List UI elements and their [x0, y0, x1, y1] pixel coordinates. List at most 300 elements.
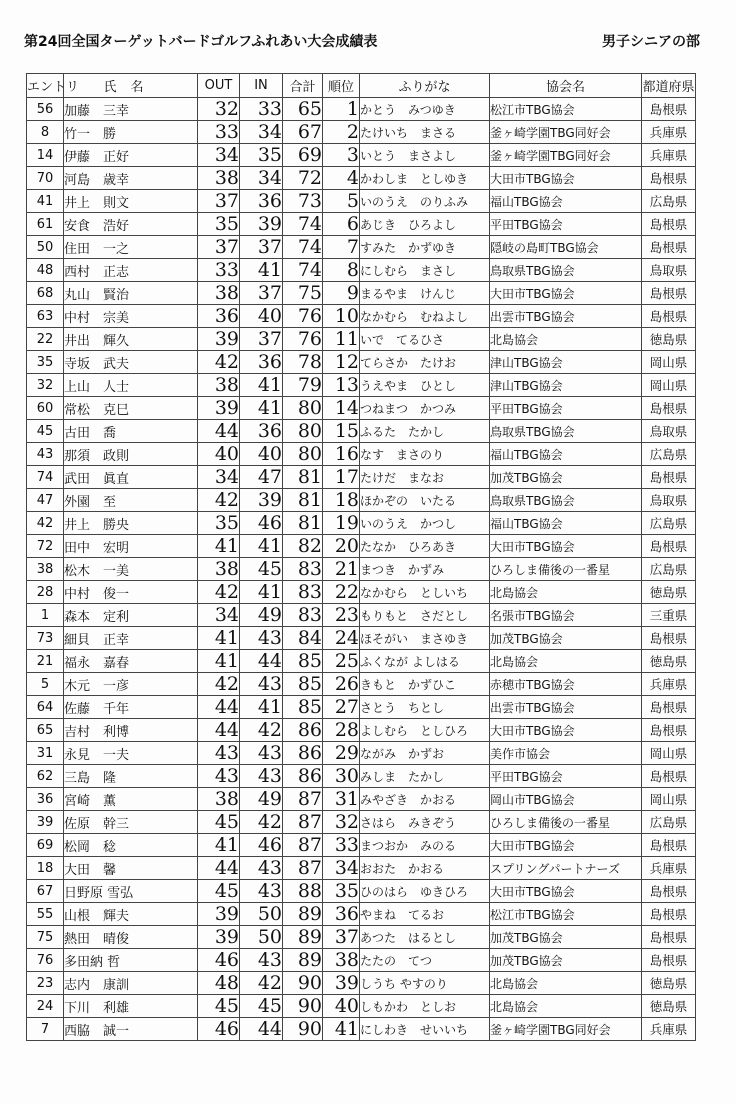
rank-cell: 11 — [323, 328, 360, 351]
rank-cell: 14 — [323, 397, 360, 420]
entry-cell: 36 — [27, 788, 64, 811]
out-score-cell: 43 — [198, 742, 240, 765]
in-score-cell: 41 — [240, 397, 283, 420]
col-header-total: 合計 — [283, 74, 323, 98]
association-cell: 大田市TBG協会 — [490, 282, 642, 305]
total-score-cell: 73 — [283, 190, 323, 213]
prefecture-cell: 島根県 — [642, 213, 696, 236]
table-row — [27, 1018, 696, 1041]
prefecture-cell: 徳島県 — [642, 581, 696, 604]
out-score-cell: 39 — [198, 328, 240, 351]
col-header-furigana: ふりがな — [360, 74, 490, 98]
prefecture-cell: 島根県 — [642, 834, 696, 857]
prefecture-cell: 鳥取県 — [642, 420, 696, 443]
furigana-cell: かわしま としゆき — [360, 167, 490, 190]
furigana-cell: いのうえ かつし — [360, 512, 490, 535]
total-score-cell: 80 — [283, 443, 323, 466]
prefecture-cell: 岡山県 — [642, 374, 696, 397]
furigana-cell: なかむら としいち — [360, 581, 490, 604]
prefecture-cell: 広島県 — [642, 443, 696, 466]
table-row — [27, 650, 696, 673]
total-score-cell: 89 — [283, 903, 323, 926]
entry-cell: 7 — [27, 1018, 64, 1041]
table-row — [27, 627, 696, 650]
total-score-cell: 87 — [283, 788, 323, 811]
association-cell: 加茂TBG協会 — [490, 627, 642, 650]
association-cell: 津山TBG協会 — [490, 374, 642, 397]
entry-cell: 45 — [27, 420, 64, 443]
furigana-cell: すみた かずゆき — [360, 236, 490, 259]
association-cell: 鳥取県TBG協会 — [490, 420, 642, 443]
furigana-cell: いのうえ のりふみ — [360, 190, 490, 213]
association-cell: 福山TBG協会 — [490, 443, 642, 466]
prefecture-cell: 広島県 — [642, 558, 696, 581]
out-score-cell: 45 — [198, 880, 240, 903]
furigana-cell: まつき かずみ — [360, 558, 490, 581]
out-score-cell: 33 — [198, 259, 240, 282]
out-score-cell: 41 — [198, 650, 240, 673]
furigana-cell: もりもと さだとし — [360, 604, 490, 627]
rank-cell: 26 — [323, 673, 360, 696]
prefecture-cell: 兵庫県 — [642, 121, 696, 144]
in-score-cell: 42 — [240, 972, 283, 995]
entry-cell: 5 — [27, 673, 64, 696]
furigana-cell: やまね てるお — [360, 903, 490, 926]
furigana-cell: いで てるひさ — [360, 328, 490, 351]
table-row — [27, 259, 696, 282]
prefecture-cell: 鳥取県 — [642, 259, 696, 282]
in-score-cell: 41 — [240, 259, 283, 282]
out-score-cell: 38 — [198, 282, 240, 305]
association-cell: 岡山市TBG協会 — [490, 788, 642, 811]
total-score-cell: 87 — [283, 834, 323, 857]
name-cell: 佐藤 千年 — [64, 696, 198, 719]
table-row — [27, 581, 696, 604]
out-score-cell: 38 — [198, 558, 240, 581]
table-row — [27, 788, 696, 811]
prefecture-cell: 島根県 — [642, 236, 696, 259]
entry-cell: 76 — [27, 949, 64, 972]
prefecture-cell: 島根県 — [642, 765, 696, 788]
furigana-cell: たけだ まなお — [360, 466, 490, 489]
in-score-cell: 37 — [240, 328, 283, 351]
total-score-cell: 74 — [283, 213, 323, 236]
rank-cell: 21 — [323, 558, 360, 581]
total-score-cell: 80 — [283, 420, 323, 443]
entry-cell: 55 — [27, 903, 64, 926]
rank-cell: 27 — [323, 696, 360, 719]
out-score-cell: 35 — [198, 213, 240, 236]
entry-cell: 35 — [27, 351, 64, 374]
out-score-cell: 41 — [198, 627, 240, 650]
rank-cell: 8 — [323, 259, 360, 282]
prefecture-cell: 島根県 — [642, 696, 696, 719]
furigana-cell: たなか ひろあき — [360, 535, 490, 558]
total-score-cell: 90 — [283, 972, 323, 995]
rank-cell: 41 — [323, 1018, 360, 1041]
entry-cell: 70 — [27, 167, 64, 190]
entry-cell: 28 — [27, 581, 64, 604]
table-row — [27, 305, 696, 328]
in-score-cell: 37 — [240, 282, 283, 305]
entry-cell: 64 — [27, 696, 64, 719]
total-score-cell: 86 — [283, 765, 323, 788]
rank-cell: 5 — [323, 190, 360, 213]
rank-cell: 22 — [323, 581, 360, 604]
table-row — [27, 949, 696, 972]
name-cell: 日野原 雪弘 — [64, 880, 198, 903]
association-cell: 北島協会 — [490, 972, 642, 995]
prefecture-cell: 徳島県 — [642, 328, 696, 351]
association-cell: 大田市TBG協会 — [490, 535, 642, 558]
total-score-cell: 83 — [283, 604, 323, 627]
association-cell: 北島協会 — [490, 328, 642, 351]
association-cell: 名張市TBG協会 — [490, 604, 642, 627]
out-score-cell: 46 — [198, 949, 240, 972]
association-cell: 隠岐の島町TBG協会 — [490, 236, 642, 259]
in-score-cell: 41 — [240, 581, 283, 604]
prefecture-cell: 島根県 — [642, 98, 696, 121]
out-score-cell: 44 — [198, 719, 240, 742]
association-cell: 松江市TBG協会 — [490, 98, 642, 121]
out-score-cell: 34 — [198, 144, 240, 167]
name-cell: 宮崎 薫 — [64, 788, 198, 811]
association-cell: 北島協会 — [490, 581, 642, 604]
table-row — [27, 351, 696, 374]
total-score-cell: 86 — [283, 719, 323, 742]
table-row — [27, 213, 696, 236]
in-score-cell: 39 — [240, 489, 283, 512]
association-cell: 平田TBG協会 — [490, 397, 642, 420]
association-cell: 平田TBG協会 — [490, 213, 642, 236]
name-cell: 松岡 稔 — [64, 834, 198, 857]
col-header-entry: エントリ — [27, 74, 64, 98]
total-score-cell: 83 — [283, 558, 323, 581]
association-cell: 加茂TBG協会 — [490, 926, 642, 949]
entry-cell: 65 — [27, 719, 64, 742]
association-cell: スプリングパートナーズ — [490, 857, 642, 880]
header-row — [27, 74, 696, 98]
entry-cell: 1 — [27, 604, 64, 627]
name-cell: 西村 正志 — [64, 259, 198, 282]
furigana-cell: しうち やすのり — [360, 972, 490, 995]
entry-cell: 42 — [27, 512, 64, 535]
rank-cell: 35 — [323, 880, 360, 903]
entry-cell: 8 — [27, 121, 64, 144]
rank-cell: 19 — [323, 512, 360, 535]
furigana-cell: たたの てつ — [360, 949, 490, 972]
prefecture-cell: 広島県 — [642, 512, 696, 535]
rank-cell: 10 — [323, 305, 360, 328]
out-score-cell: 48 — [198, 972, 240, 995]
rank-cell: 34 — [323, 857, 360, 880]
rank-cell: 17 — [323, 466, 360, 489]
prefecture-cell: 島根県 — [642, 397, 696, 420]
prefecture-cell: 島根県 — [642, 535, 696, 558]
entry-cell: 60 — [27, 397, 64, 420]
entry-cell: 73 — [27, 627, 64, 650]
name-cell: 下川 利雄 — [64, 995, 198, 1018]
out-score-cell: 42 — [198, 489, 240, 512]
total-score-cell: 76 — [283, 328, 323, 351]
out-score-cell: 33 — [198, 121, 240, 144]
association-cell: 大田市TBG協会 — [490, 834, 642, 857]
out-score-cell: 38 — [198, 167, 240, 190]
table-row — [27, 926, 696, 949]
association-cell: 鳥取県TBG協会 — [490, 489, 642, 512]
table-row — [27, 512, 696, 535]
in-score-cell: 46 — [240, 512, 283, 535]
name-cell: 佐原 幹三 — [64, 811, 198, 834]
entry-cell: 31 — [27, 742, 64, 765]
name-cell: 多田納 哲 — [64, 949, 198, 972]
entry-cell: 43 — [27, 443, 64, 466]
furigana-cell: まるやま けんじ — [360, 282, 490, 305]
page-title: 第24回全国ターゲットバードゴルフふれあい大会成績表 — [24, 34, 378, 50]
name-cell: 竹一 勝 — [64, 121, 198, 144]
name-cell: 森本 定利 — [64, 604, 198, 627]
furigana-cell: きもと かずひこ — [360, 673, 490, 696]
in-score-cell: 46 — [240, 834, 283, 857]
in-score-cell: 47 — [240, 466, 283, 489]
entry-cell: 39 — [27, 811, 64, 834]
in-score-cell: 43 — [240, 742, 283, 765]
out-score-cell: 35 — [198, 512, 240, 535]
furigana-cell: なす まさのり — [360, 443, 490, 466]
rank-cell: 9 — [323, 282, 360, 305]
association-cell: 福山TBG協会 — [490, 512, 642, 535]
table-row — [27, 190, 696, 213]
entry-cell: 50 — [27, 236, 64, 259]
prefecture-cell: 島根県 — [642, 880, 696, 903]
out-score-cell: 45 — [198, 995, 240, 1018]
total-score-cell: 79 — [283, 374, 323, 397]
rank-cell: 20 — [323, 535, 360, 558]
prefecture-cell: 鳥取県 — [642, 489, 696, 512]
in-score-cell: 44 — [240, 650, 283, 673]
total-score-cell: 85 — [283, 696, 323, 719]
entry-cell: 61 — [27, 213, 64, 236]
in-score-cell: 39 — [240, 213, 283, 236]
rank-cell: 36 — [323, 903, 360, 926]
in-score-cell: 33 — [240, 98, 283, 121]
name-cell: 松木 一美 — [64, 558, 198, 581]
rank-cell: 6 — [323, 213, 360, 236]
furigana-cell: おおた かおる — [360, 857, 490, 880]
total-score-cell: 83 — [283, 581, 323, 604]
furigana-cell: ふくなが よしはる — [360, 650, 490, 673]
name-cell: 細貝 正幸 — [64, 627, 198, 650]
association-cell: 加茂TBG協会 — [490, 466, 642, 489]
table-row — [27, 811, 696, 834]
prefecture-cell: 島根県 — [642, 167, 696, 190]
prefecture-cell: 島根県 — [642, 305, 696, 328]
table-row — [27, 558, 696, 581]
out-score-cell: 41 — [198, 834, 240, 857]
association-cell: 鳥取県TBG協会 — [490, 259, 642, 282]
total-score-cell: 74 — [283, 259, 323, 282]
furigana-cell: にしわき せいいち — [360, 1018, 490, 1041]
rank-cell: 3 — [323, 144, 360, 167]
entry-cell: 69 — [27, 834, 64, 857]
out-score-cell: 40 — [198, 443, 240, 466]
table-row — [27, 282, 696, 305]
rank-cell: 2 — [323, 121, 360, 144]
rank-cell: 13 — [323, 374, 360, 397]
table-row — [27, 742, 696, 765]
in-score-cell: 40 — [240, 305, 283, 328]
entry-cell: 56 — [27, 98, 64, 121]
table-row — [27, 719, 696, 742]
name-cell: 三島 隆 — [64, 765, 198, 788]
name-cell: 常松 克巳 — [64, 397, 198, 420]
table-row — [27, 98, 696, 121]
name-cell: 井出 輝久 — [64, 328, 198, 351]
association-cell: 松江市TBG協会 — [490, 903, 642, 926]
out-score-cell: 32 — [198, 98, 240, 121]
table-row — [27, 328, 696, 351]
out-score-cell: 38 — [198, 374, 240, 397]
table-row — [27, 857, 696, 880]
table-row — [27, 420, 696, 443]
table-row — [27, 604, 696, 627]
in-score-cell: 34 — [240, 167, 283, 190]
name-cell: 志内 康訓 — [64, 972, 198, 995]
entry-cell: 47 — [27, 489, 64, 512]
entry-cell: 68 — [27, 282, 64, 305]
rank-cell: 28 — [323, 719, 360, 742]
division-label: 男子シニアの部 — [602, 34, 700, 50]
furigana-cell: ほかぞの いたる — [360, 489, 490, 512]
col-header-association: 協会名 — [490, 74, 642, 98]
total-score-cell: 84 — [283, 627, 323, 650]
table-row — [27, 443, 696, 466]
rank-cell: 32 — [323, 811, 360, 834]
results-body — [27, 98, 696, 1041]
name-cell: 古田 喬 — [64, 420, 198, 443]
total-score-cell: 87 — [283, 857, 323, 880]
furigana-cell: ふるた たかし — [360, 420, 490, 443]
total-score-cell: 81 — [283, 489, 323, 512]
table-row — [27, 834, 696, 857]
association-cell: 赤穂市TBG協会 — [490, 673, 642, 696]
name-cell: 中村 俊一 — [64, 581, 198, 604]
association-cell: 釜ヶ崎学園TBG同好会 — [490, 1018, 642, 1041]
out-score-cell: 38 — [198, 788, 240, 811]
in-score-cell: 36 — [240, 420, 283, 443]
rank-cell: 4 — [323, 167, 360, 190]
table-row — [27, 397, 696, 420]
table-row — [27, 696, 696, 719]
furigana-cell: まつおか みのる — [360, 834, 490, 857]
entry-cell: 18 — [27, 857, 64, 880]
prefecture-cell: 兵庫県 — [642, 673, 696, 696]
total-score-cell: 82 — [283, 535, 323, 558]
out-score-cell: 42 — [198, 581, 240, 604]
table-row — [27, 995, 696, 1018]
name-cell: 上山 人士 — [64, 374, 198, 397]
total-score-cell: 67 — [283, 121, 323, 144]
name-cell: 西脇 誠一 — [64, 1018, 198, 1041]
total-score-cell: 81 — [283, 512, 323, 535]
furigana-cell: たけいち まさる — [360, 121, 490, 144]
entry-cell: 38 — [27, 558, 64, 581]
in-score-cell: 36 — [240, 351, 283, 374]
results-table — [26, 73, 696, 1041]
rank-cell: 15 — [323, 420, 360, 443]
out-score-cell: 39 — [198, 903, 240, 926]
name-cell: 武田 眞直 — [64, 466, 198, 489]
in-score-cell: 43 — [240, 857, 283, 880]
out-score-cell: 34 — [198, 604, 240, 627]
prefecture-cell: 島根県 — [642, 903, 696, 926]
name-cell: 福永 嘉春 — [64, 650, 198, 673]
rank-cell: 29 — [323, 742, 360, 765]
name-cell: 井上 則文 — [64, 190, 198, 213]
name-cell: 田中 宏明 — [64, 535, 198, 558]
furigana-cell: ほそがい まさゆき — [360, 627, 490, 650]
table-row — [27, 673, 696, 696]
table-row — [27, 466, 696, 489]
prefecture-cell: 島根県 — [642, 926, 696, 949]
association-cell: 北島協会 — [490, 995, 642, 1018]
name-cell: 永見 一夫 — [64, 742, 198, 765]
rank-cell: 38 — [323, 949, 360, 972]
prefecture-cell: 広島県 — [642, 811, 696, 834]
total-score-cell: 72 — [283, 167, 323, 190]
in-score-cell: 41 — [240, 696, 283, 719]
total-score-cell: 86 — [283, 742, 323, 765]
rank-cell: 23 — [323, 604, 360, 627]
furigana-cell: ながみ かずお — [360, 742, 490, 765]
out-score-cell: 42 — [198, 351, 240, 374]
total-score-cell: 85 — [283, 673, 323, 696]
association-cell: ひろしま備後の一番星 — [490, 558, 642, 581]
prefecture-cell: 島根県 — [642, 719, 696, 742]
rank-cell: 24 — [323, 627, 360, 650]
total-score-cell: 69 — [283, 144, 323, 167]
out-score-cell: 43 — [198, 765, 240, 788]
prefecture-cell: 兵庫県 — [642, 857, 696, 880]
furigana-cell: かとう みつゆき — [360, 98, 490, 121]
prefecture-cell: 岡山県 — [642, 742, 696, 765]
in-score-cell: 42 — [240, 811, 283, 834]
prefecture-cell: 三重県 — [642, 604, 696, 627]
association-cell: 福山TBG協会 — [490, 190, 642, 213]
out-score-cell: 46 — [198, 1018, 240, 1041]
furigana-cell: にしむら まさし — [360, 259, 490, 282]
entry-cell: 23 — [27, 972, 64, 995]
in-score-cell: 41 — [240, 535, 283, 558]
rank-cell: 18 — [323, 489, 360, 512]
out-score-cell: 39 — [198, 397, 240, 420]
entry-cell: 21 — [27, 650, 64, 673]
in-score-cell: 35 — [240, 144, 283, 167]
furigana-cell: みやざき かおる — [360, 788, 490, 811]
total-score-cell: 74 — [283, 236, 323, 259]
in-score-cell: 40 — [240, 443, 283, 466]
in-score-cell: 45 — [240, 558, 283, 581]
total-score-cell: 89 — [283, 949, 323, 972]
in-score-cell: 43 — [240, 673, 283, 696]
total-score-cell: 88 — [283, 880, 323, 903]
in-score-cell: 42 — [240, 719, 283, 742]
in-score-cell: 50 — [240, 926, 283, 949]
in-score-cell: 43 — [240, 627, 283, 650]
association-cell: 釜ヶ崎学園TBG同好会 — [490, 121, 642, 144]
prefecture-cell: 兵庫県 — [642, 144, 696, 167]
table-row — [27, 880, 696, 903]
